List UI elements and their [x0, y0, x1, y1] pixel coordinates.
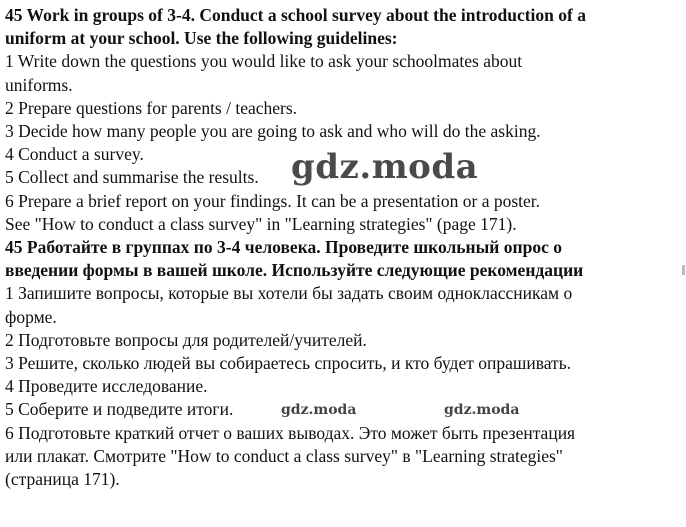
english-item-4: 4 Conduct a survey.: [5, 144, 144, 165]
english-item-6: 6 Prepare a brief report on your findings. It can be a presentation or a poster.: [5, 190, 541, 211]
russian-item-6-line-2: или плакат. Смотрите "How to conduct a class survey" в "Learning strategies": [5, 445, 563, 466]
english-heading-line-2: uniform at your school. Use the following guidelines:: [5, 28, 398, 49]
english-item-3: 3 Decide how many people you are going to ask and who will do the asking.: [5, 121, 541, 142]
english-item-1-line-2: uniforms.: [5, 74, 73, 95]
russian-item-6-line-3: (страница 171).: [5, 469, 120, 490]
russian-item-3: 3 Решите, сколько людей вы собираетесь спросить, и кто будет опрашивать.: [5, 353, 572, 374]
watermark-small-right: gdz.moda: [444, 402, 520, 418]
russian-item-5: 5 Соберите и подведите итоги.: [5, 399, 234, 420]
english-see-also: See "How to conduct a class survey" in "Learning strategies" (page 171).: [5, 213, 517, 234]
russian-heading-line-2: введении формы в вашей школе. Используйте следующие рекомендации: [5, 260, 584, 281]
english-item-1-line-1: 1 Write down the questions you would like to ask your schoolmates about: [5, 51, 523, 72]
russian-heading-line-1: 45 Работайте в группах по 3-4 человека. Проведите школьный опрос о: [5, 237, 562, 258]
watermark-small-left: gdz.moda: [281, 402, 357, 418]
english-item-2: 2 Prepare questions for parents / teachers.: [5, 97, 298, 118]
scan-mark: [682, 265, 685, 275]
russian-item-4: 4 Проведите исследование.: [5, 376, 208, 397]
russian-item-2: 2 Подготовьте вопросы для родителей/учителей.: [5, 329, 367, 350]
russian-item-6-line-1: 6 Подготовьте краткий отчет о ваших выводах. Это может быть презентация: [5, 422, 576, 443]
watermark-main: gdz.moda: [291, 147, 479, 187]
exercise-page: [5, 4, 681, 491]
english-item-5: 5 Collect and summarise the results.: [5, 167, 259, 188]
english-heading-line-1: 45 Work in groups of 3-4. Conduct a school survey about the introduction of a: [5, 5, 586, 25]
russian-item-1-line-1: 1 Запишите вопросы, которые вы хотели бы задать своим одноклассникам о: [5, 283, 573, 304]
russian-item-1-line-2: форме.: [5, 306, 57, 327]
